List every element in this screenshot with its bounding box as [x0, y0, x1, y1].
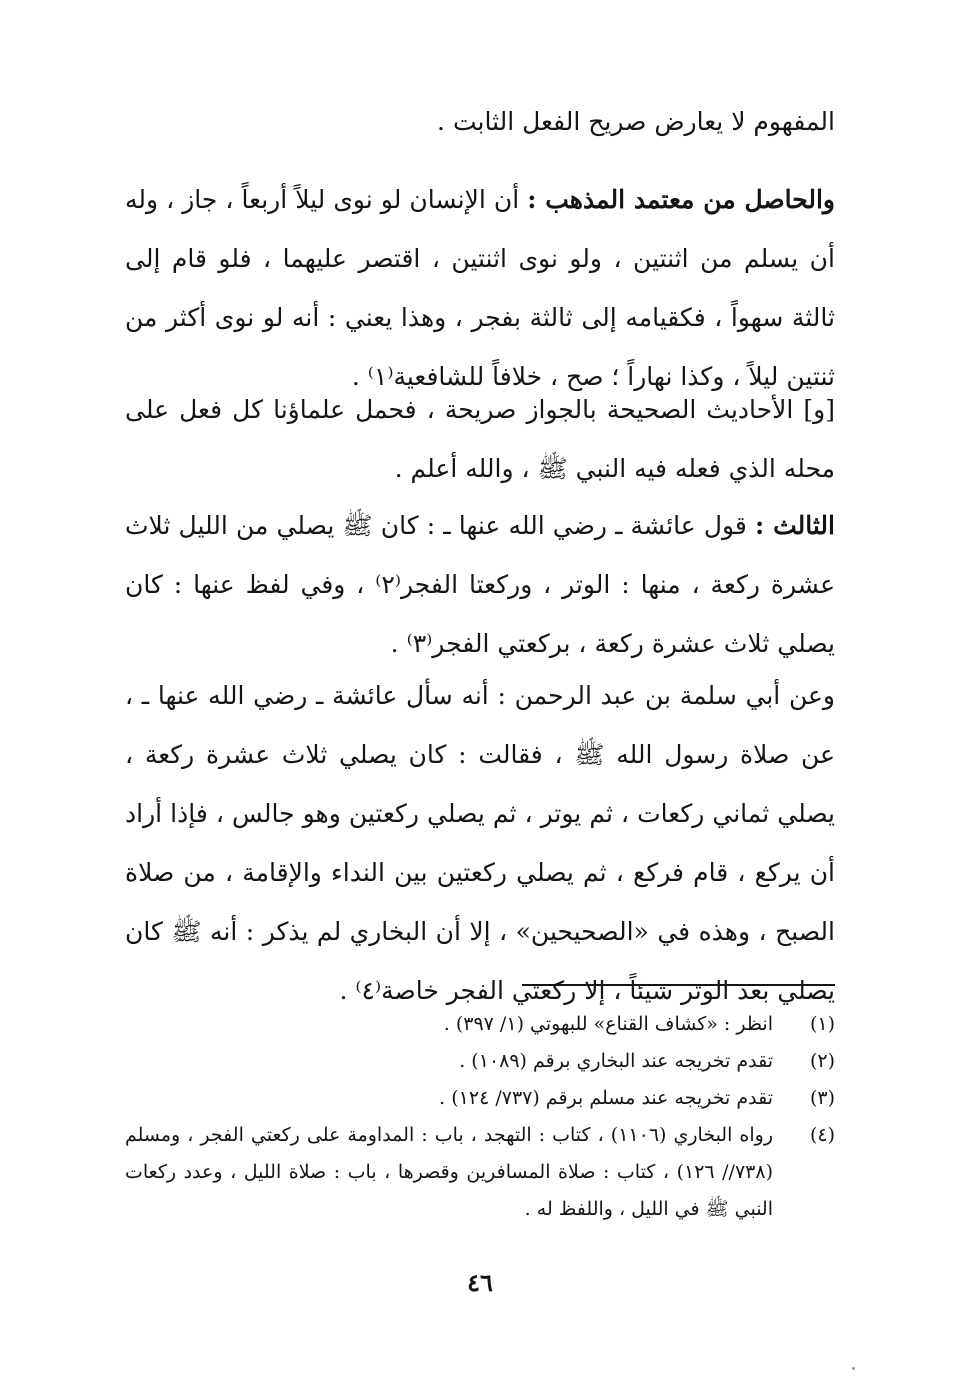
footnotes-list	[125, 1006, 835, 1228]
paragraph-text: أن الإنسان لو نوى ليلاً أربعاً ، جاز ، وله أن يسلم من اثنتين ، ولو نوى اثنتين ، اقتصر عليهما ، فلو قام إلى ثالثة سهواً ، فكقيامه إلى ثالثة بفجر ، وهذا يعني : أنه لو نوى أكثر من ثنتين ليلاً ، وكذا نهاراً ؛ صح ، خلافاً للشافعية⁽١⁾ .	[125, 185, 835, 391]
paragraph-continuation	[125, 92, 835, 151]
paragraph-text: [و] الأحاديث الصحيحة بالجواز صريحة ، فحمل علماؤنا كل فعل على محله الذي فعله فيه النبي ﷺ ، والله أعلم .	[125, 395, 835, 483]
paragraph-text: المفهوم لا يعارض صريح الفعل الثابت .	[437, 107, 835, 136]
footnote-item	[125, 1043, 835, 1080]
footnote-text: انظر : «كشاف القناع» للبهوتي (١/ ٣٩٧) .	[443, 1013, 773, 1035]
footnote-item	[125, 1080, 835, 1117]
footnote-number: (٢)	[809, 1050, 835, 1072]
footnote-number: (١)	[809, 1013, 835, 1035]
paragraph-third	[125, 496, 835, 673]
paragraph-summary	[125, 170, 835, 406]
paragraph-text: وعن أبي سلمة بن عبد الرحمن : أنه سأل عائشة ـ رضي الله عنها ـ ، عن صلاة رسول الله ﷺ ، فقالت : كان يصلي ثلاث عشرة ركعة ، يصلي ثماني ركعات ، ثم يوتر ، ثم يصلي ركعتين وهو جالس ، فإذا أراد أن يركع ، قام فركع ، ثم يصلي ركعتين بين النداء والإقامة ، من صلاة الصبح ، وهذه في «الصحيحين» ، إلا أن البخاري لم يذكر : أنه ﷺ كان يصلي بعد الوتر شيئاً ، إلا ركعتي الفجر خاصة⁽٤⁾ .	[125, 681, 835, 1005]
footnote-text: تقدم تخريجه عند مسلم برقم (٧٣٧/ ١٢٤) .	[439, 1087, 773, 1109]
footnote-text: تقدم تخريجه عند البخاري برقم (١٠٨٩) .	[459, 1050, 773, 1072]
paragraph-abu-salama	[125, 666, 835, 1020]
footnote-divider	[522, 984, 835, 986]
footnote-item	[125, 1006, 835, 1043]
paragraph-lead: والحاصل من معتمد المذهب :	[527, 185, 835, 214]
footnote-text: رواه البخاري (١١٠٦) ، كتاب : التهجد ، باب : المداومة على ركعتي الفجر ، ومسلم (٧٣٨// ١٢٦) ، كتاب : صلاة المسافرين وقصرها ، باب : صلاة الليل ، وعدد ركعات النبي ﷺ في الليل ، واللفظ له .	[125, 1124, 774, 1220]
footnote-item	[125, 1117, 835, 1228]
footnote-number: (٣)	[809, 1087, 835, 1109]
paragraph-text: قول عائشة ـ رضي الله عنها ـ : كان ﷺ يصلي من الليل ثلاث عشرة ركعة ، منها : الوتر ، وركعتا الفجر⁽٢⁾ ، وفي لفظ عنها : كان يصلي ثلاث عشرة ركعة ، بركعتي الفجر⁽٣⁾ .	[125, 511, 835, 658]
page-number: ٤٦	[467, 1268, 493, 1297]
paragraph-lead: الثالث :	[755, 511, 835, 540]
footnote-number: (٤)	[809, 1124, 835, 1146]
paragraph-hadiths	[125, 380, 835, 498]
scan-speck	[852, 1367, 855, 1370]
